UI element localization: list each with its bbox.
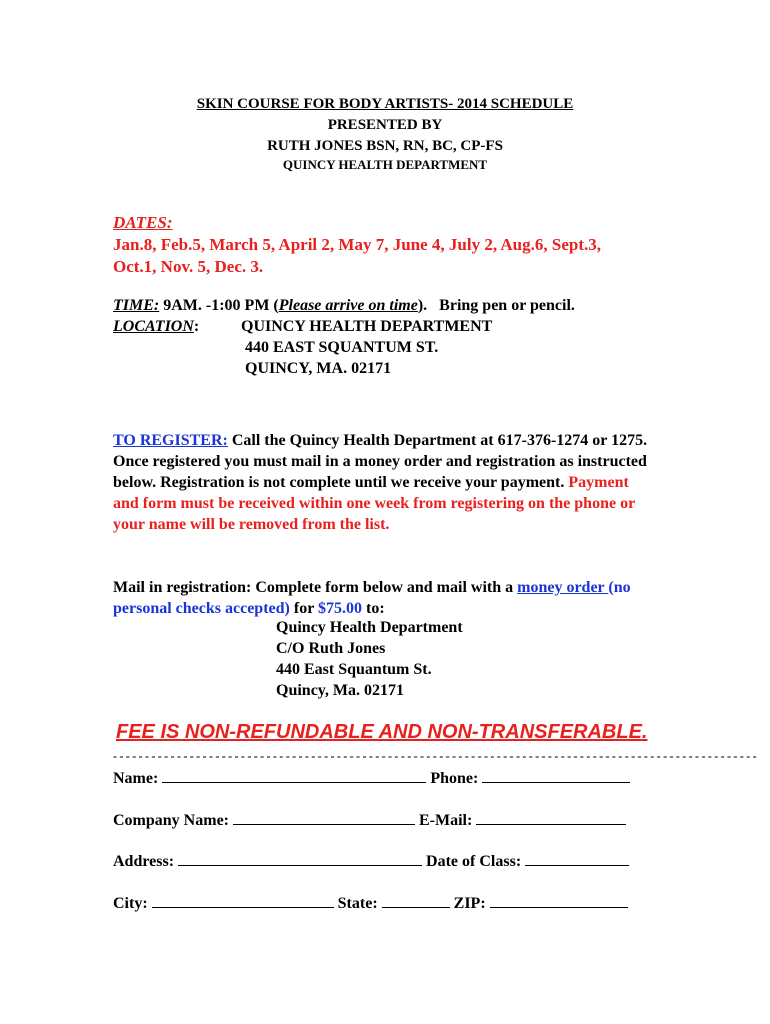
city-label: City: [113,895,148,912]
company-field[interactable] [233,810,415,825]
mail-intro: Mail in registration: Complete form below and mail with a [113,579,518,596]
name-field[interactable] [162,768,426,783]
form-row-address [113,851,629,871]
page-title: SKIN COURSE FOR BODY ARTISTS- 2014 SCHEDULE [196,96,574,112]
mail-address-line-3: 440 East Squantum St. [276,661,432,678]
location-line-1: QUINCY HEALTH DEPARTMENT [241,318,493,335]
date-of-class-label: Date of Class: [426,853,522,870]
location-line-2: 440 EAST SQUANTUM ST. [245,339,439,356]
time-value: 9AM. -1:00 PM [163,297,270,314]
date-of-class-field[interactable] [525,851,629,866]
presented-by: PRESENTED BY [327,117,443,133]
zip-label: ZIP: [453,895,486,912]
state-label: State: [337,895,378,912]
mail-address-line-4: Quincy, Ma. 02171 [276,682,405,699]
name-label: Name: [113,770,159,787]
register-label: TO REGISTER: [113,432,228,449]
mail-for: for [289,600,318,617]
department-name: QUINCY HEALTH DEPARTMENT [282,157,488,172]
mail-address-line-2: C/O Ruth Jones [276,640,386,657]
mail-to: to: [362,600,385,617]
dates-label: DATES: [113,213,173,232]
address-field[interactable] [178,851,422,866]
mail-paragraph [113,577,658,619]
phone-field[interactable] [482,768,630,783]
dates-line-1: Jan.8, Feb.5, March 5, April 2, May 7, June 4, July 2, Aug.6, Sept.3, [113,235,601,254]
time-line: TIME: 9AM. -1:00 PM (Please arrive on time). Bring pen or pencil. [113,297,575,314]
form-row-city [113,893,628,913]
form-row-name [113,768,630,788]
dates-line-2: Oct.1, Nov. 5, Dec. 3. [113,257,264,276]
time-label: TIME: [113,297,160,314]
location-label: LOCATION [113,318,194,335]
register-text: Call the Quincy Health Department at 617-376-1274 or 1275. Once registered you must mail in a money order and registration as instructed below. Registration is not complete until we receive your payment. [113,432,648,491]
zip-field[interactable] [490,893,628,908]
register-paragraph [113,430,658,535]
address-label: Address: [113,853,175,870]
fee-notice: FEE IS NON-REFUNDABLE AND NON-TRANSFERABLE. [116,721,648,743]
mail-address-line-1: Quincy Health Department [276,619,463,636]
form-row-company [113,810,626,830]
register-warning: Payment and form must be received within one week from registering on the phone or your name will be removed from the list. [113,474,635,533]
state-field[interactable] [382,893,450,908]
presenter-name: RUTH JONES BSN, RN, BC, CP-FS [267,138,503,154]
phone-label: Phone: [430,770,479,787]
cut-line-divider: - - - - - - - - - - - - - - - - - - - - - - - - - - - - - - - - - - - - - - - - - - - - - - - - - - - - - - - - - - - - - - - - - - - - - - - - - - - - - - - - - - - - - - - - - - - - - - - - - - - - - [113,749,757,763]
time-extra: Bring pen or pencil. [439,297,575,314]
time-note: Please arrive on time [278,297,418,314]
company-label: Company Name: [113,812,229,829]
email-field[interactable] [476,810,626,825]
city-field[interactable] [152,893,334,908]
money-order-link[interactable]: money order [517,579,609,596]
email-label: E-Mail: [419,812,473,829]
location-line-3: QUINCY, MA. 02171 [245,360,392,377]
location-label-wrap: LOCATION: [113,318,200,335]
fee-amount: $75.00 [318,600,362,617]
no-checks-note: (no personal checks accepted) [113,579,631,617]
